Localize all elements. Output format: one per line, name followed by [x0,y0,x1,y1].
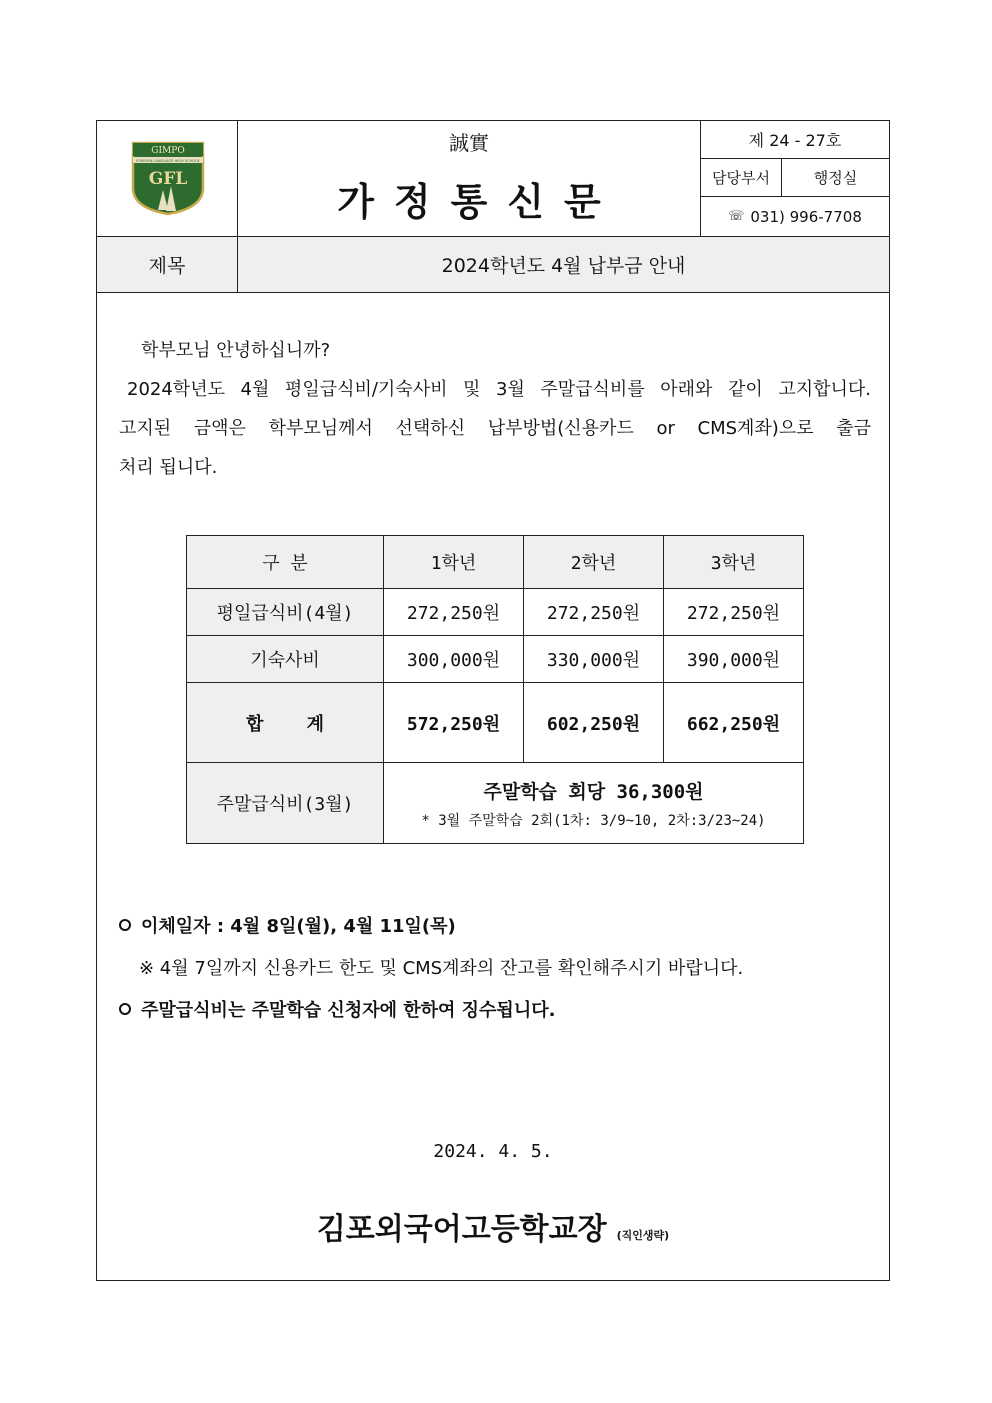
school-logo [130,140,206,216]
body-line [119,370,871,409]
table-header: 3학년 [664,536,804,589]
note-item [119,948,743,990]
document-title: 가정통신문 [337,180,621,224]
weekend-price: 주말학습 회당 36,300원 [483,780,704,803]
table-header: 1학년 [384,536,524,589]
circle-bullet-icon [119,919,131,931]
phone-icon: ☏ [728,209,745,224]
seal-note: (직인생략) [616,1229,670,1242]
body-line: 고지된 금액은 학부모님께서 선택하신 납부방법(신용카드 or CMS계좌)으로 출금 [119,418,871,439]
school-motto: 誠實 [449,131,489,155]
logo-cell [97,121,238,236]
table-cell: 300,000원 [384,636,524,683]
row-label: 주말급식비(3월) [187,763,384,844]
table-total-row [187,683,804,763]
greeting: 학부모님 안녕하십니까? [141,340,331,361]
notice-document [96,120,890,1281]
table-cell: 572,250원 [384,683,524,763]
row-label: 합 계 [187,683,384,763]
logo-initials: GFL [148,169,188,189]
department-label: 담당부서 [701,159,782,197]
note-text: 이체일자 : 4월 8일(월), 4월 11일(목) [141,916,456,937]
table-cell: 390,000원 [664,636,804,683]
table-row-weekend [187,763,804,844]
fee-table [186,535,804,844]
note-item [119,990,743,1032]
issue-date: 2024. 4. 5. [433,1141,553,1162]
note-item [119,906,743,948]
phone-value: 031) 996-7708 [750,207,862,226]
logo-top-text: GIMPO [151,146,185,156]
body-line: 처리 됩니다. [119,457,218,478]
weekend-cell [384,763,804,844]
notes-section [119,906,743,1032]
table-cell: 662,250원 [664,683,804,763]
info-cell [701,121,889,236]
document-header [97,121,889,237]
subject-value: 2024학년도 4월 납부금 안내 [441,255,686,277]
subject-label: 제목 [97,237,238,292]
signature-line [97,1204,889,1248]
weekend-note: * 3월 주말학습 2회(1차: 3/9~10, 2차:3/23~24) [421,812,766,829]
circle-bullet-icon [119,1003,131,1015]
body-line-text: 2024학년도 4월 평일급식비/기숙사비 및 3월 주말급식비를 아래와 같이 고지합니다. [127,379,871,400]
table-cell: 602,250원 [524,683,664,763]
row-label: 평일급식비(4월) [187,589,384,636]
table-header-row [187,536,804,589]
logo-band-text: FOREIGN LANGUAGE HIGH SCHOOL [135,159,201,163]
table-row [187,589,804,636]
phone-number [701,197,889,236]
table-header: 구 분 [187,536,384,589]
department-value: 행정실 [782,159,889,197]
note-text: ※ 4월 7일까지 신용카드 한도 및 CMS계좌의 잔고를 확인해주시기 바랍니다. [139,958,744,979]
note-text: 주말급식비는 주말학습 신청자에 한하여 징수됩니다. [141,1000,556,1021]
document-number: 제 24 - 27호 [701,121,889,159]
table-row [187,636,804,683]
table-header: 2학년 [524,536,664,589]
subject-row [97,237,889,293]
table-cell: 272,250원 [384,589,524,636]
signer-name: 김포외국어고등학교장 [316,1212,607,1247]
title-cell [238,121,701,236]
table-cell: 330,000원 [524,636,664,683]
table-cell: 272,250원 [524,589,664,636]
row-label: 기숙사비 [187,636,384,683]
table-cell: 272,250원 [664,589,804,636]
